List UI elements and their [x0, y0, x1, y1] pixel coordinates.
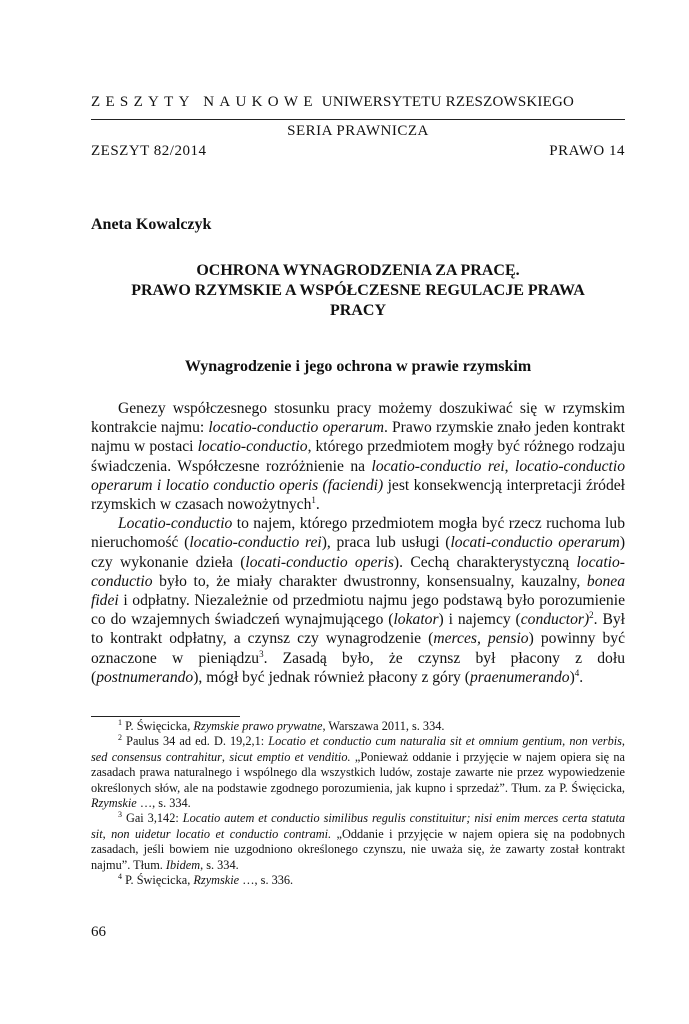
italic-term: Rzymskie	[193, 873, 240, 888]
italic-term: Ibidem	[165, 857, 201, 872]
text-run: .	[315, 496, 320, 514]
footnote-number: 1	[118, 717, 122, 727]
italic-term: locatio-conductio operarum	[208, 419, 384, 437]
text-run: ) powinny być oznaczone w pieniądzu	[91, 630, 625, 667]
footnote-number: 2	[118, 733, 122, 743]
italic-term: locati-conductio operis	[245, 553, 394, 571]
text-run: ,	[102, 826, 112, 841]
volume-number: PRAWO 14	[549, 143, 625, 159]
footnote-rule	[91, 716, 240, 717]
text-run: P. Święcicka,	[122, 873, 194, 888]
footnote-2	[91, 734, 625, 811]
footnote-ref-2[interactable]: 2	[589, 610, 594, 621]
italic-term: locatio-conductio operarum i locatio conductio operis (faciendi)	[91, 457, 626, 494]
text-run: , Warszawa 2011, s. 334.	[322, 719, 445, 733]
text-run: ,	[504, 457, 516, 475]
journal-name-spaced: ZESZYTY NAUKOWE	[91, 94, 318, 110]
text-run: ,	[621, 734, 625, 749]
footnote-ref-1[interactable]: 1	[311, 494, 316, 505]
footnote-1	[91, 719, 625, 734]
text-run: „Oddanie i przyjęcie w najem opiera się na podobnych zasadach, jeśli bowiem nie uzgodniono określonego czynszu, nie uważa się, że zawarty został kontrakt najmu”. Tłum.	[91, 826, 625, 872]
text-run: ) i najemcy (	[438, 611, 521, 629]
text-run: ,	[221, 749, 230, 764]
footnote-number: 4	[118, 871, 122, 881]
text-run: . Zasadą było, że czynsz był płacony z dołu (	[91, 649, 625, 686]
body-text	[91, 399, 625, 687]
italic-term: lokator	[393, 611, 439, 629]
italic-term: Rzymskie	[91, 796, 137, 811]
italic-term: Rzymskie prawo prywatne	[193, 719, 323, 733]
text-run: Paulus 34 ad ed. D. 19,2,1:	[122, 734, 269, 749]
text-run: , którego przedmiotem mogły być różnego rodzaju świadczenia. Współczesne rozróżnienie na	[91, 438, 626, 475]
italic-term: praenumerando	[469, 668, 570, 686]
italic-term: locati-conductio operarum	[450, 534, 620, 552]
text-run: …, s. 336.	[239, 873, 294, 888]
text-run: . Prawo rzymskie znało jeden kontrakt najmu w postaci	[91, 419, 625, 456]
footnote-3	[91, 811, 625, 873]
italic-term: merces, pensio	[433, 630, 529, 648]
italic-term: Locatio autem et conductio similibus regulis constituitur; nisi enim merces certa statuta sit	[91, 811, 626, 841]
italic-term: locatio-conductio rei	[371, 457, 505, 475]
journal-name	[91, 94, 625, 111]
italic-term: locatio-conductio	[197, 438, 308, 456]
text-run: Genezy współczesnego stosunku pracy możemy doszukiwać się w rzymskim kontrakcie najmu:	[91, 400, 625, 437]
italic-term: sicut emptio et venditio.	[229, 749, 351, 764]
text-run: ), praca lub usługi (	[321, 534, 451, 552]
text-run: ). Cechą charakterystyczną	[393, 553, 577, 571]
italic-term: locatio-conductio	[91, 553, 625, 590]
author-name: Aneta Kowalczyk	[91, 216, 212, 233]
italic-term: non uidetur locatio et conductio contrami.	[111, 826, 332, 841]
italic-term: bonea fidei	[91, 572, 625, 610]
italic-term: postnumerando	[96, 668, 194, 686]
text-run: , s. 334.	[200, 857, 239, 872]
section-heading: Wynagrodzenie i jego ochrona w prawie rzymskim	[184, 358, 532, 375]
journal-name-rest: UNIWERSYTETU RZESZOWSKIEGO	[321, 94, 575, 110]
footnote-number: 3	[118, 810, 122, 820]
header-rule	[91, 119, 625, 120]
title-line-1: OCHRONA WYNAGRODZENIA ZA PRACĘ.	[196, 262, 520, 279]
issue-number: ZESZYT 82/2014	[91, 143, 207, 159]
italic-term: locatio-conductio rei	[189, 534, 322, 552]
text-run: ), mógł być jednak również płacony z góry (	[193, 668, 470, 686]
footnotes	[91, 719, 625, 888]
text-run: ) czy wykonanie dzieła (	[91, 534, 626, 571]
text-run: jest konsekwencją interpretacji źródeł rzymskich w czasach nowożytnych	[91, 476, 626, 514]
italic-term: conductor)	[520, 611, 590, 629]
text-run: i odpłatny. Niezależnie od przedmiotu najmu jego podstawą było porozumienie co do wzajemnych świadczeń wynajmującego (	[91, 592, 625, 629]
text-run: ,	[562, 734, 570, 749]
text-run: to najem, którego przedmiotem mogła być rzecz ruchoma lub nieruchomość (	[91, 515, 625, 552]
footnote-ref-3[interactable]: 3	[259, 648, 264, 659]
footnote-4	[91, 873, 625, 888]
page-number: 66	[91, 924, 106, 940]
italic-term: Locatio-conductio	[118, 515, 233, 533]
title-line-3: PRACY	[330, 302, 386, 319]
paragraph-1	[91, 399, 625, 514]
text-run: . Był to kontrakt odpłatny, a czynsz czy wynagrodzenie (	[91, 611, 625, 648]
paragraph-2	[91, 514, 625, 687]
italic-term: Locatio et conductio cum naturalia sit et omnium gentium	[268, 734, 563, 749]
text-run: Gai 3,142:	[122, 811, 183, 826]
series-name: SERIA PRAWNICZA	[287, 123, 429, 139]
italic-term: sed consensus contrahitur	[91, 749, 222, 764]
text-run: było to, że miały charakter dwustronny, konsensualny, kauzalny,	[152, 572, 587, 590]
text-run: )	[569, 668, 575, 686]
text-run: „Ponieważ oddanie i przyjęcie w najem opiera się na zasadach prawa naturalnego i wspólnego dla wszystkich ludów, zostaje zawarte nie przez wypowiedzenie określonych słów, ale na podstawie zgodnego porozumienia, jak kupno i sprzedaż”. Tłum. za P. Święcicka,	[91, 749, 625, 795]
article-title	[91, 261, 625, 321]
title-line-2: PRAWO RZYMSKIE A WSPÓŁCZESNE REGULACJE PRAWA	[131, 282, 585, 299]
italic-term: non verbis	[569, 734, 622, 749]
text-run: P. Święcicka,	[122, 719, 194, 733]
footnote-ref-4[interactable]: 4	[574, 667, 580, 678]
text-run: …, s. 334.	[136, 796, 191, 811]
text-run: .	[579, 668, 584, 686]
